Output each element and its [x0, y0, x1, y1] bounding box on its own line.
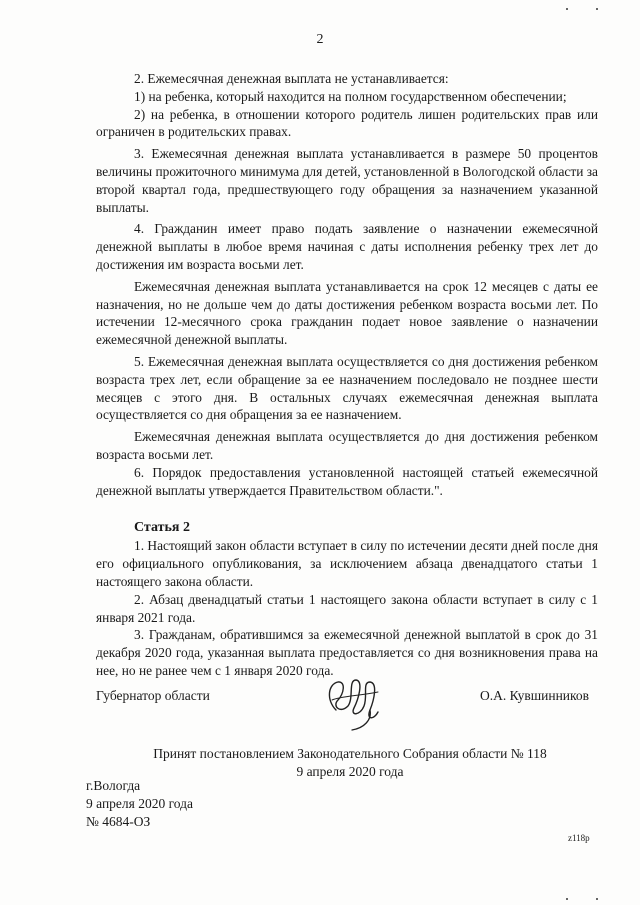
article-2-title: Статья 2	[134, 520, 190, 536]
paragraph: Ежемесячная денежная выплата осуществляется до дня достижения ребенком возраста восьми лет.	[96, 429, 598, 462]
paragraph: Ежемесячная денежная выплата устанавливается на срок 12 месяцев с даты ее назначения, но не дольше чем до даты достижения ребенком возраста восьми лет. По истечении 12-месячного срока гражданин подает новое заявление о назначении ежемесячной денежной выплаты.	[96, 278, 598, 348]
paragraph: 2. Ежемесячная денежная выплата не устанавливается:	[134, 71, 449, 86]
article-paragraph: 2. Абзац двенадцатый статьи 1 настоящего закона области вступает в силу с 1 января 2021 года.	[96, 591, 598, 625]
adoption-note	[110, 745, 590, 780]
paragraph: 6. Порядок предоставления установленной настоящей статьей ежемесячной денежной выплаты утверждается Правительством области.".	[96, 464, 598, 498]
paragraph: 1) на ребенка, который находится на полном государственном обеспечении;	[134, 88, 567, 104]
signatory-name: О.А. Кувшинников	[480, 688, 590, 703]
paragraph: 5. Ежемесячная денежная выплата осуществляется со дня достижения ребенком возраста трех лет, если обращение за ее назначением последовало не позднее шести месяцев с этого дня. В остальных случаях ежемесячная денежная выплата осуществляется со дня обращения за ее назначением.	[96, 353, 598, 423]
scan-mark	[596, 8, 598, 10]
document-body	[96, 70, 598, 680]
scan-mark	[596, 898, 598, 900]
adoption-line: Принят постановлением Законодательного Собрания области № 118	[153, 746, 547, 761]
paragraph: 2) на ребенка, в отношении которого родитель лишен родительских прав или ограничен в родительских правах.	[96, 106, 598, 140]
signatory-position: Губернатор области	[96, 688, 210, 703]
footer-date: 9 апреля 2020 года	[86, 796, 194, 811]
page-number: 2	[316, 32, 324, 47]
document-footer	[86, 777, 193, 831]
document-code: z118p	[568, 833, 590, 843]
scan-mark	[566, 8, 568, 10]
article-paragraph: 1. Настоящий закон области вступает в силу по истечении десяти дней после дня его официального опубликования, за исключением абзаца двенадцатого статьи 1 настоящего закона области.	[96, 538, 598, 589]
footer-number: № 4684-ОЗ	[86, 814, 151, 829]
paragraph: 4. Гражданин имеет право подать заявление о назначении ежемесячной денежной выплаты в любое время начиная с даты исполнения ребенку трех лет до достижения им возраста восьми лет.	[96, 221, 598, 272]
scan-mark	[566, 898, 568, 900]
article-paragraph: 3. Гражданам, обратившимся за ежемесячной денежной выплатой в срок до 31 декабря 2020 года, указанная выплата предоставляется со дня возникновения права на нее, но не ранее чем с 1 января 2020 года.	[96, 627, 598, 678]
footer-city: г.Вологда	[86, 778, 141, 793]
adoption-date: 9 апреля 2020 года	[296, 763, 404, 779]
paragraph: 3. Ежемесячная денежная выплата устанавливается в размере 50 процентов величины прожиточного минимума для детей, установленной в Вологодской области за второй квартал года, предшествующего году обращения за назначением указанной выплаты.	[96, 146, 598, 215]
handwritten-signature	[318, 670, 390, 732]
